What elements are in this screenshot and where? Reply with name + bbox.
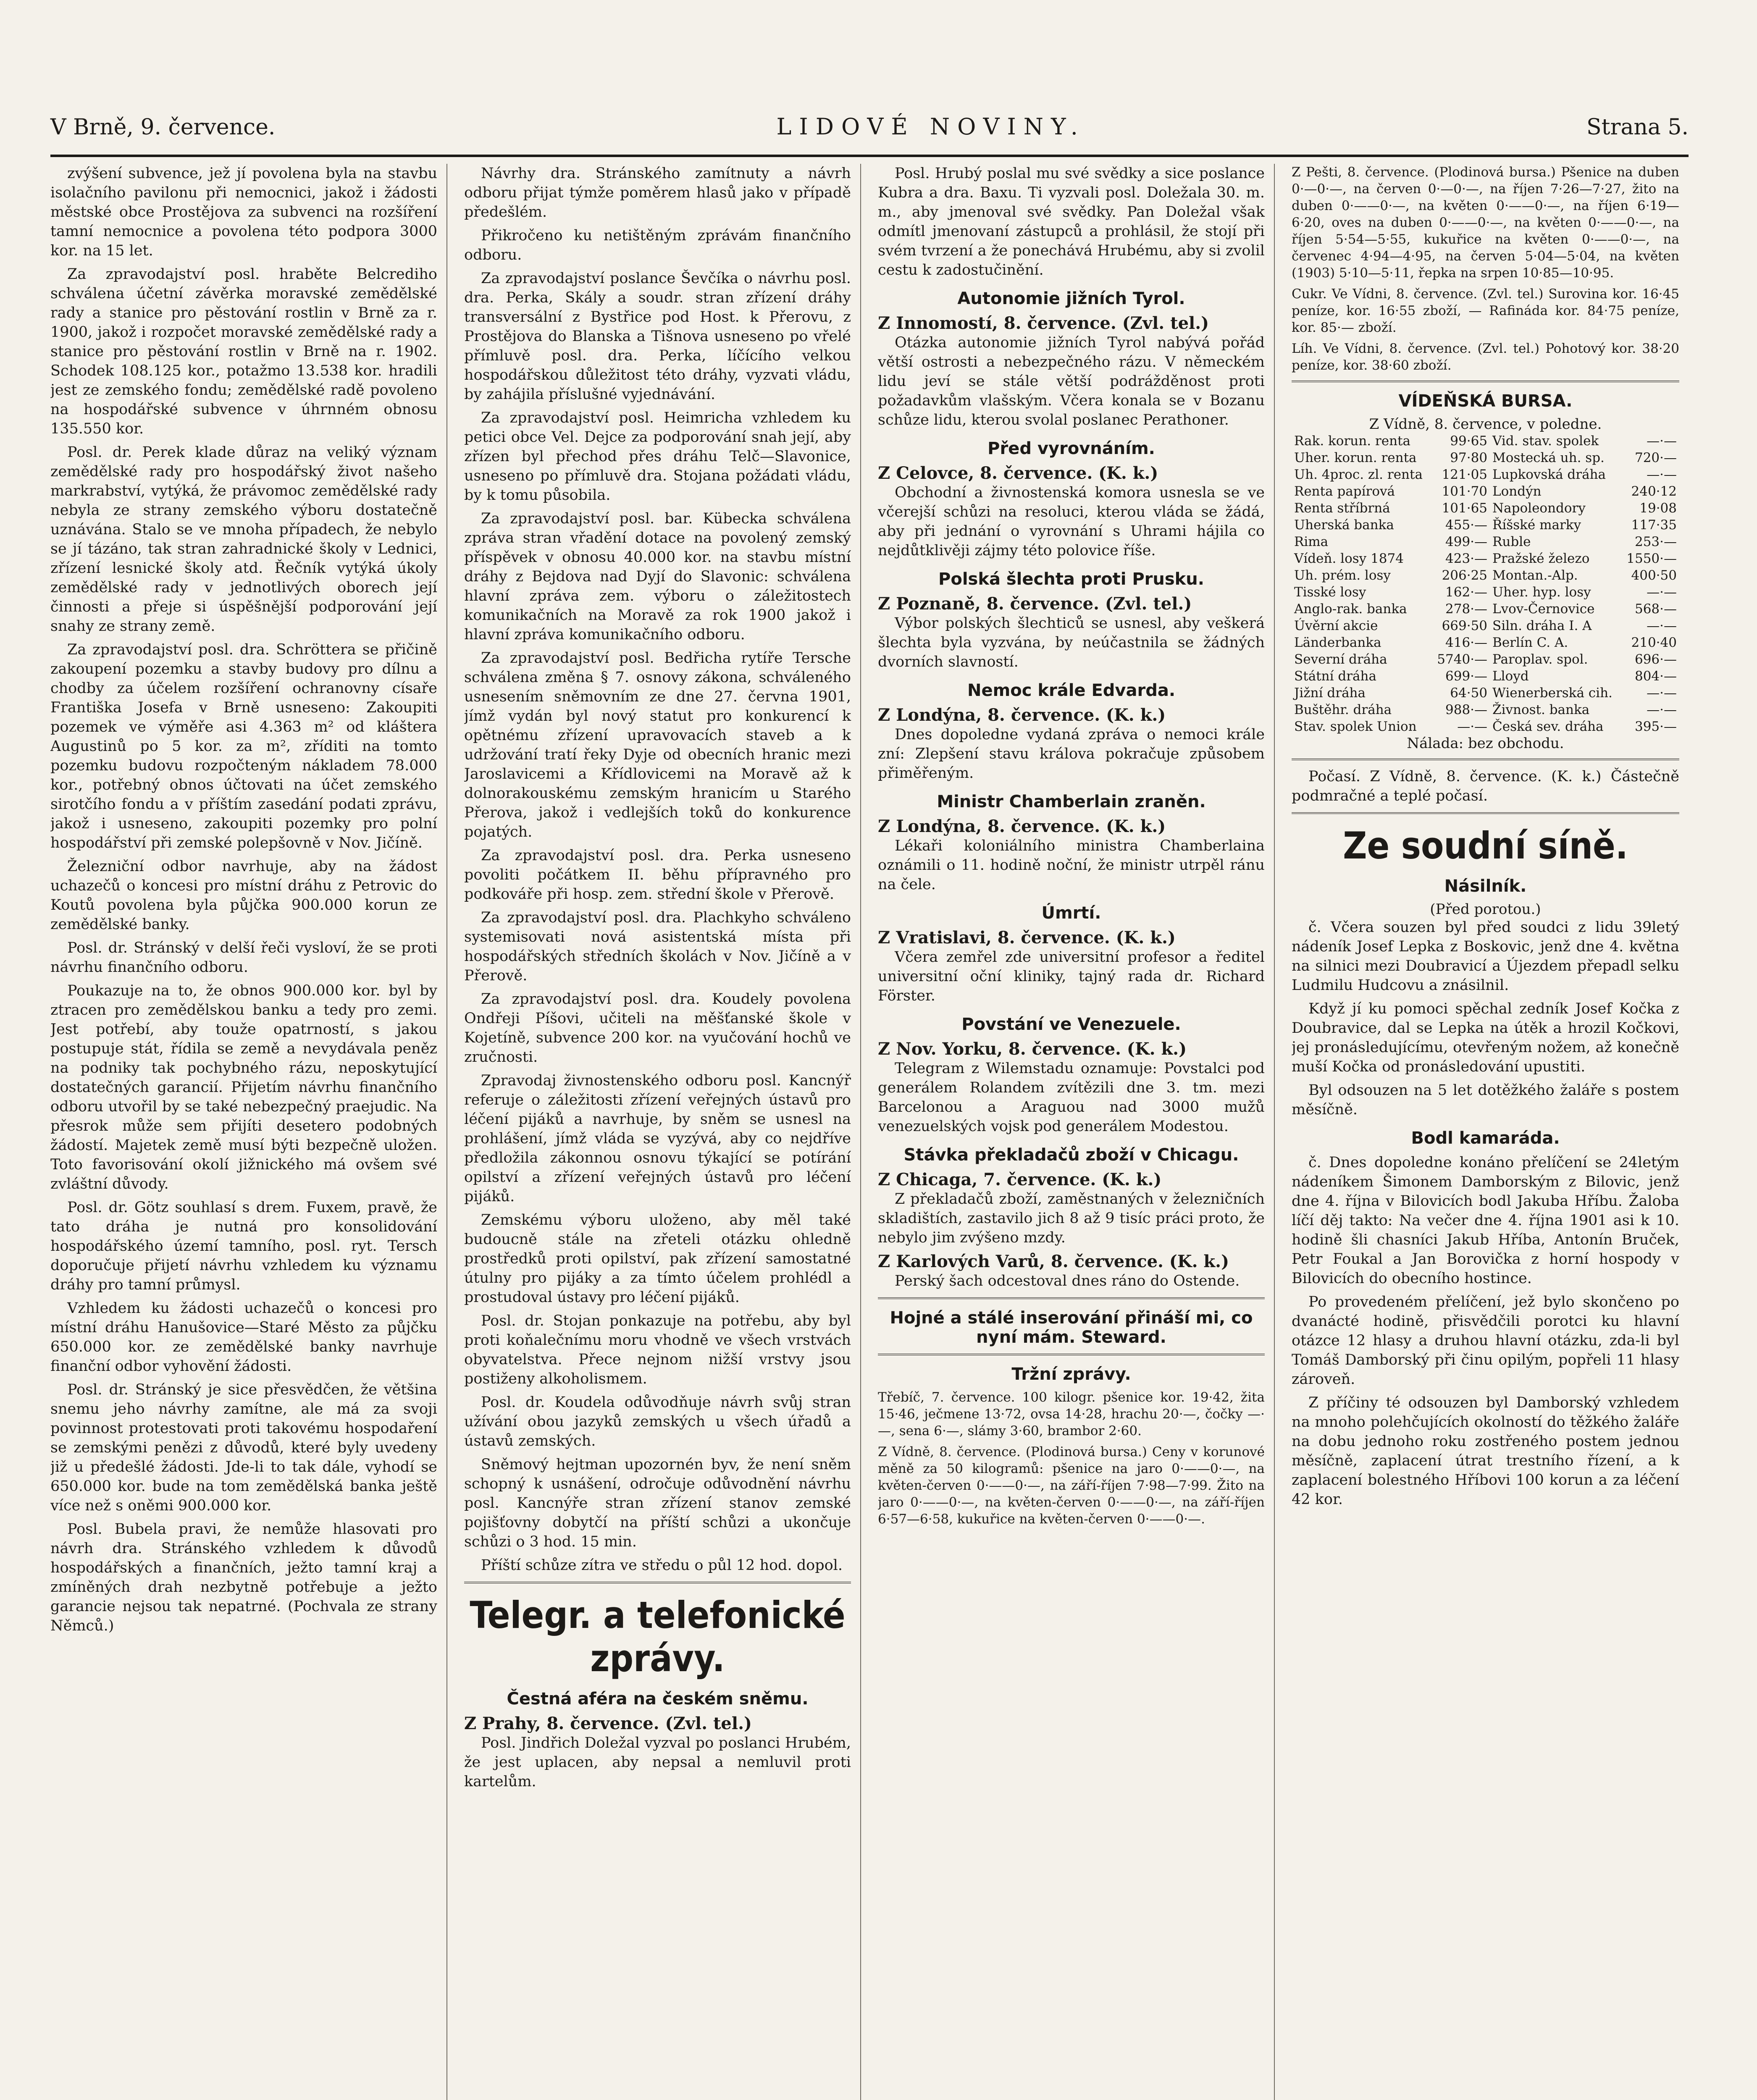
bourse-row — [1292, 500, 1679, 517]
article-paragraph: Když jí ku pomoci spěchal zedník Josef Kočka z Doubravice, dal se Lepka na útěk a hrozil Kočkovi, jej pronásledujícímu, otevřeným nožem, až konečně muší Kočka od pronásledování upustiti. — [1292, 1000, 1679, 1075]
article-paragraph: Perský šach odcestoval dnes ráno do Ostende. — [895, 1273, 1240, 1289]
bourse-value: 455·— — [1445, 517, 1488, 533]
bourse-name: Živnost. banka — [1492, 702, 1590, 717]
bourse-name: Uh. prém. losy — [1294, 568, 1391, 583]
dateline: Z Innomostí, 8. července. (Zvl. tel.) — [878, 313, 1209, 333]
bourse-name: Uher. korun. renta — [1294, 450, 1417, 465]
columns — [50, 164, 1689, 2100]
article-headline: Nemoc krále Edvarda. — [967, 681, 1176, 700]
bourse-row — [1292, 517, 1679, 533]
bourse-value: 720·— — [1634, 450, 1677, 465]
bourse-value: 5740·— — [1437, 652, 1488, 667]
article-paragraph: Telegram z Wilemstadu oznamuje: Povstalci pod generálem Rolandem zvítězili dne 3. tm. mezi Barcelonou a Araguou nad 3000 mužů venezuelských vojsk pod generálem Modestou. — [878, 1060, 1265, 1135]
bourse-value: 568·— — [1634, 601, 1677, 617]
article-paragraph: Za zpravodajství posl. dra. Koudely povolena Ondřeji Píšovi, učiteli na měšťanské škole v Kojetíně, subvence 200 kor. na vyučování hochů ve zručnosti. — [464, 991, 851, 1066]
article-headline: Polská šlechta proti Prusku. — [938, 570, 1204, 589]
bourse-row — [1292, 550, 1679, 567]
bourse-value: —·— — [1647, 433, 1677, 449]
article-paragraph: Byl odsouzen na 5 let dotěžkého žaláře s postem měsíčně. — [1292, 1082, 1679, 1118]
bourse-value: 400·50 — [1631, 568, 1677, 583]
dateline: Z Nov. Yorku, 8. července. (K. k.) — [878, 1039, 1187, 1059]
bourse-name: Mostecká uh. sp. — [1492, 450, 1605, 465]
bourse-row — [1292, 584, 1679, 601]
bourse-name: Lvov-Černovice — [1492, 601, 1595, 617]
bourse-name: Renta stříbrná — [1294, 501, 1390, 516]
article-paragraph: Za zpravodajství posl. dra. Perka usneseno povoliti počátkem II. běhu přípravného pro podkováře při hosp. zem. střední škole v Přerově. — [464, 847, 851, 903]
article-paragraph: Z překladačů zboží, zaměstnaných v železničních skladištích, zastavilo jich 8 až 9 tisíc práci proto, že nebylo jim zvýšeno mzdy. — [878, 1191, 1265, 1246]
bourse-value: —·— — [1647, 618, 1677, 633]
article-paragraph: Železniční odbor navrhuje, aby na žádost uchazečů o koncesi pro místní dráhu z Petrovic do Koutů povolena byla půjčka 900.000 korun ze zemědělské banky. — [50, 858, 437, 933]
article-headline: Čestná aféra na českém sněmu. — [507, 1689, 809, 1709]
bourse-row — [1292, 685, 1679, 701]
bourse-name: Vid. stav. spolek — [1492, 433, 1599, 449]
article-paragraph: Z příčiny té odsouzen byl Damborský vzhledem na mnoho polehčujících okolností do těžkého žaláře na dobu jednoho roku zostřeného postem jednou měsíčně, zaplacení útrat trestního řízení, a k zaplacení bolestného Hříbovi 100 korun a za léčení 42 kor. — [1292, 1394, 1679, 1508]
article-paragraph: Vzhledem ku žádosti uchazečů o koncesi pro místní dráhu Hanušovice—Staré Město za půjčku 650.000 kor. ze zemědělské banky navrhuje finanční odbor vyhovění žádosti. — [50, 1300, 437, 1375]
dateline: Z Poznaně, 8. července. (Zvl. tel.) — [878, 594, 1192, 614]
article-headline: Ministr Chamberlain zraněn. — [937, 792, 1206, 811]
article-paragraph: Posl. dr. Stránský je sice přesvědčen, že většina snemu jeho návrhy zamítne, ale má za svoji povinnost protestovati proti takovému hospodaření se zemskými penězi z důvodů, které byly uvedeny již u předešlé žádosti. Jde-li to tak dále, vyhodí se 650.000 kor. bude na tom zemědělská banka ještě více než s oněmi 900.000 kor. — [50, 1381, 437, 1514]
bourse-value: —·— — [1647, 702, 1677, 717]
bourse-row — [1292, 701, 1679, 718]
column-1 — [50, 164, 447, 2100]
bourse-value: 117·35 — [1631, 517, 1677, 533]
bourse-table — [1292, 433, 1679, 735]
bourse-subtitle: Z Vídně, 8. července, v poledne. — [1369, 416, 1602, 433]
article-paragraph: Poukazuje na to, že obnos 900.000 kor. byl by ztracen pro zemědělskou banku a tedy pro zemi. Jest potřebí, aby touže opatrností, s jakou postupuje stát, řídila se země a nevydávala peněz na podniky tak pochybného rázu, neposkytující dostatečných garancií. Přijetím návrhu finančního odboru utvořil by se také nebezpečný praejudic. Na přesrok může sem přijíti desetero podobných žádostí. Majetek země musí býti bezpečně uložen. Toto favorisování okolí jižnického má ovšem své zvláštní důvody. — [50, 982, 437, 1192]
market-report: Cukr. Ve Vídni, 8. července. (Zvl. tel.) Surovina kor. 16·45 peníze, kor. 16·55 zboží, — Rafináda kor. 84·75 peníze, kor. 85·— zboží. — [1292, 286, 1679, 335]
article-paragraph: Za zpravodajství posl. Bedřicha rytíře Tersche schválena změna § 7. osnovy zákona, schváleného usnesením sněmovním ze dne 27. června 1901, jímž vydán byl nový statut pro konkurencí k opětnému zřízení upravovacích staveb a k udržování tratí řeky Dyje od obecních hranic mezi Jaroslavicemi a Křídlovicemi na Moravě až k dolnorakouskému zemským hranicím u Starého Přerova, jakož i vedlejších toků do konkurence pojatých. — [464, 650, 851, 840]
bourse-value: 696·— — [1634, 652, 1677, 667]
bourse-name: Wienerberská cih. — [1492, 685, 1613, 701]
article-headline: Násilník. — [1444, 877, 1527, 896]
bourse-value: 240·12 — [1631, 484, 1677, 499]
dateline: Z Prahy, 8. července. (Zvl. tel.) — [464, 1714, 752, 1733]
article-paragraph: Sněmový hejtman upozornén byv, že není sněm schopný k usnášení, odročuje odůvodnění návrhu posl. Kancnýře stran zřízení stanov zemské pojišťovny dobytčí na příští schůzi a ukončuje schůzi o 3 hod. 15 min. — [464, 1456, 851, 1550]
article-headline: Úmrtí. — [1041, 903, 1101, 923]
article-headline: Před vyrovnáním. — [987, 439, 1155, 458]
bourse-value: 101·70 — [1442, 484, 1488, 499]
article-paragraph: Posl. Jindřich Doležal vyzval po poslanci Hrubém, že jest uplacen, aby nepsal a nemluvil proti kartelům. — [464, 1735, 851, 1790]
bourse-name: Česká sev. dráha — [1492, 719, 1604, 734]
dateline: Z Karlových Varů, 8. července. (K. k.) — [878, 1252, 1229, 1271]
article-headline: Povstání ve Venezuele. — [961, 1015, 1181, 1034]
bourse-name: Berlín C. A. — [1492, 635, 1568, 650]
bourse-row — [1292, 651, 1679, 668]
bourse-row — [1292, 433, 1679, 449]
bourse-row — [1292, 634, 1679, 651]
article-paragraph: Lékaři koloniálního ministra Chamberlaina oznámili o 11. hodině noční, že ministr utrpěl ránu na čele. — [878, 837, 1265, 893]
bourse-value: 101·65 — [1442, 501, 1488, 516]
bourse-name: Rak. korun. renta — [1294, 433, 1411, 449]
bourse-name: Buštěhr. dráha — [1294, 702, 1392, 717]
bourse-value: 395·— — [1634, 719, 1677, 734]
section-divider — [1292, 812, 1679, 814]
article-subnote: (Před porotou.) — [1430, 901, 1541, 918]
bourse-row — [1292, 449, 1679, 466]
section-divider — [878, 1354, 1265, 1355]
bourse-name: Londýn — [1492, 484, 1542, 499]
bourse-value: 416·— — [1445, 635, 1488, 650]
bourse-name: Uher. hyp. losy — [1492, 585, 1591, 600]
article-paragraph: Příští schůze zítra ve středu o půl 12 hod. dopol. — [481, 1557, 843, 1574]
section-divider — [1292, 381, 1679, 382]
bourse-value: 699·— — [1445, 669, 1488, 684]
bourse-name: Rima — [1294, 534, 1329, 549]
article-paragraph: Posl. dr. Koudela odůvodňuje návrh svůj stran užívání obou jazyků zemských u všech úřadů a ústavů zemských. — [464, 1394, 851, 1449]
bourse-name: Montan.-Alp. — [1492, 568, 1578, 583]
market-report: Z Vídně, 8. července. (Plodinová bursa.) Ceny v korunové měně za 50 kilogramů: pšenice na jaro 0·——0·—, na květen-červen 0·——0·—, na září-říjen 7·98—7·99. Žito na jaro 0·——0·—, na květen-červen 0·——0·—, na září-říjen 6·57—6·58, kukuřice na květen-červen 0·——0·—. — [878, 1444, 1265, 1527]
bourse-name: Úvěrní akcie — [1294, 618, 1378, 633]
article-headline: Autonomie jižních Tyrol. — [957, 289, 1185, 308]
market-report: Líh. Ve Vídni, 8. července. (Zvl. tel.) Pohotový kor. 38·20 peníze, kor. 38·60 zboží. — [1292, 341, 1679, 373]
bourse-value: 121·05 — [1442, 467, 1488, 482]
bourse-name: Uh. 4proc. zl. renta — [1294, 467, 1423, 482]
bourse-value: 253·— — [1634, 534, 1677, 549]
bourse-name: Renta papírová — [1294, 484, 1395, 499]
article-paragraph: Za zpravodajství posl. hraběte Belcrediho schválena účetní závěrka moravské zemědělské rady a stanice pro pěstování rostlin v Brně za r. 1900, jakož i rozpočet moravské zemědělské rady a stanice pro pěstování rostlin v Brně na r. 1902. Schodek 108.125 kor., potažmo 13.538 kor. hradili jest ze zemského fondu; zemědělské radě povoleno na hospodářské subvence v úhrnném obnosu 135.550 kor. — [50, 266, 437, 437]
article-paragraph: Obchodní a živnostenská komora usnesla se ve včerejší schůzi na resoluci, kterou vláda se žádá, aby při jednání o vyrovnání s Uhrami hájila co nejdůtklivěji zájmy této polovice říše. — [878, 484, 1265, 559]
bourse-row — [1292, 718, 1679, 735]
article-headline: Stávka překladačů zboží v Chicagu. — [903, 1145, 1239, 1165]
bourse-title: VÍDEŇSKÁ BURSA. — [1398, 391, 1573, 411]
bourse-value: 210·40 — [1631, 635, 1677, 650]
bourse-name: Říšské marky — [1492, 517, 1581, 533]
article-paragraph: Dnes dopoledne vydaná zpráva o nemoci krále zní: Zlepšení stavu králova pokračuje způsobem přiměřeným. — [878, 726, 1265, 782]
bourse-row — [1292, 533, 1679, 550]
market-report: Třebíč, 7. července. 100 kilogr. pšenice kor. 19·42, žita 15·46, ječmene 13·72, ovsa 14·28, hrachu 20·—, čočky —·—, sena 6·—, slámy 3·60, brambor 2·60. — [878, 1390, 1265, 1438]
section-divider — [1292, 759, 1679, 760]
article-paragraph: Za zpravodajství poslance Ševčíka o návrhu posl. dra. Perka, Skály a soudr. stran zřízení dráhy transversální z Bystřice pod Host. k Přerovu, z Prostějova do Blanska a Tišnova usneseno po vřelé přímluvě posl. dra. Perka, líčícího velkou hospodářskou důležitost této dráhy, vyzvati vládu, by zahájila příslušné vyjednávání. — [464, 270, 851, 403]
bourse-row — [1292, 668, 1679, 685]
bourse-note: Nálada: bez obchodu. — [1407, 735, 1564, 752]
newspaper-title: LIDOVÉ NOVINY. — [776, 113, 1085, 140]
article-paragraph: Otázka autonomie jižních Tyrol nabývá pořád větší ostrosti a nebezpečného rázu. V německém lidu jeví se stále větší podrážděnost proti požadavkům vlašským. Včera konala se v Bozanu schůze lidu, kterou svolal poslanec Perathoner. — [878, 334, 1265, 428]
article-paragraph: č. Dnes dopoledne konáno přelíčení se 24letým nádeníkem Šimonem Damborským z Bilovic, jenž dne 4. října v Bilovicích bodl Jakuba Hříbu. Žaloba líčí děj takto: Na večer dne 4. října 1901 asi k 10. hodině šli chasníci Jakub Hříba, Antonín Bruček, Petr Foukal a Jan Borovička z horní hospody v Bilovicích do obecního hostince. — [1292, 1154, 1679, 1287]
article-paragraph: Posl. dr. Stojan ponkazuje na potřebu, aby byl proti koňalečnímu moru vhodně ve všech vrstvách obyvatelstva. Přece nejnom nižší vrstvy jsou postiženy alkoholismem. — [464, 1312, 851, 1387]
article-paragraph: Za zpravodajství posl. Heimricha vzhledem ku petici obce Vel. Dejce za podporování snah její, aby zřízen byl přechod přes dráhu Telč—Slavonice, usneseno po přímluvě dra. Stojana požádati vládu, by k tomu působila. — [464, 410, 851, 504]
article-paragraph: Posl. dr. Götz souhlasí s drem. Fuxem, pravě, že tato dráha je nutná pro konsolidování hospodářského území tamního, posl. ryt. Tersch doporučuje přijetí návrhu vzhledem ku významu dráhy pro tamní průmysl. — [50, 1199, 437, 1293]
article-paragraph: Za zpravodajství posl. dra. Plachkyho schváleno systemisovati nová asistentská místa při hospodářských středních školách v Nov. Jičíně a v Přerově. — [464, 909, 851, 984]
bourse-row — [1292, 617, 1679, 634]
dateline: Z Vratislavi, 8. července. (K. k.) — [878, 928, 1176, 948]
bourse-name: Uherská banka — [1294, 517, 1394, 533]
column-3 — [878, 164, 1275, 2100]
bourse-value: —·— — [1647, 685, 1677, 701]
section-title: Ze soudní síně. — [1343, 824, 1628, 867]
bourse-name: Lloyd — [1492, 669, 1529, 684]
page-number: Strana 5. — [1586, 115, 1689, 140]
bourse-name: Jižní dráha — [1294, 685, 1366, 701]
article-paragraph: Včera zemřel zde universitní profesor a ředitel universitní oční kliniky, tajný rada dr. Richard Förster. — [878, 949, 1265, 1004]
article-paragraph: č. Včera souzen byl před soudci z lidu 39letý nádeník Josef Lepka z Boskovic, jenž dne 4. května na silnici mezi Doubravicí a Újezdem přepadl selku Ludmilu Hudcovu a znásilnil. — [1292, 919, 1679, 994]
column-4 — [1292, 164, 1689, 2100]
bourse-value: 97·80 — [1450, 450, 1488, 465]
dateline: Z Londýna, 8. července. (K. k.) — [878, 705, 1166, 725]
bourse-value: 499·— — [1445, 534, 1488, 549]
bourse-name: Vídeň. losy 1874 — [1294, 551, 1404, 566]
dateline: Z Celovce, 8. července. (K. k.) — [878, 463, 1158, 483]
article-paragraph: Přikročeno ku netištěným zprávám finančního odboru. — [464, 227, 851, 263]
bourse-value: 423·— — [1445, 551, 1488, 566]
bourse-name: Anglo-rak. banka — [1294, 601, 1407, 617]
article-paragraph: Po provedeném přelíčení, jež bylo skončeno po dvanácté hodině, přisvědčili porotci ku hlavní otázce 12 hlasy a druhou hlavní otázku, zda-li byl Tomáš Damborský při činu opilým, popřeli 11 hlasy zároveň. — [1292, 1294, 1679, 1388]
bourse-name: Severní dráha — [1294, 652, 1387, 667]
column-2 — [464, 164, 861, 2100]
bourse-name: Státní dráha — [1294, 669, 1376, 684]
bourse-value: 1550·— — [1626, 551, 1677, 566]
bourse-value: 804·— — [1634, 669, 1677, 684]
article-paragraph: Posl. dr. Perek klade důraz na veliký význam zemědělské rady pro hospodářský život našeho markrabství, vytýká, že právomoc zemědělské rady nebyla ze strany zemského výboru dostatečně uznávána. Stalo se ve mnoha případech, že nebylo se jí tázáno, tak stran zahradnické školy v Lednici, zřízení lesnické školy atd. Řečník vytýká úkoly zemědělské rady v jednotlivých oborech její činnosti a přeje si úspěšnější podporování její snahy ze strany země. — [50, 444, 437, 635]
market-report: Z Pešti, 8. července. (Plodinová bursa.) Pšenice na duben 0·—0·—, na červen 0·—0·—, na říjen 7·26—7·27, žito na duben 0·——0·—, na květen 0·——0·—, na říjen 6·19—6·20, oves na duben 0·——0·—, na květen 0·——0·—, na říjen 5·54—5·55, kukuřice na květen 0·——0·—, na červenec 4·94—4·95, na červen 5·04—5·04, na květen (1903) 5·10—5·11, řepka na srpen 10·85—10·95. — [1292, 165, 1679, 281]
advertisement: Hojné a stálé inserování přináší mi, co nyní mám. Steward. — [890, 1308, 1253, 1347]
bourse-value: 988·— — [1445, 702, 1488, 717]
bourse-row — [1292, 567, 1679, 584]
bourse-value: —·— — [1457, 719, 1488, 734]
bourse-name: Napoleondory — [1492, 501, 1586, 516]
masthead — [50, 113, 1689, 157]
bourse-value: 99·65 — [1450, 433, 1488, 449]
bourse-name: Stav. spolek Union — [1294, 719, 1417, 734]
bourse-row — [1292, 483, 1679, 500]
bourse-name: Siln. dráha I. A — [1492, 618, 1592, 633]
bourse-value: —·— — [1647, 467, 1677, 482]
bourse-value: 64·50 — [1450, 685, 1488, 701]
issue-date: V Brně, 9. července. — [50, 115, 276, 140]
article-paragraph: Zpravodaj živnostenského odboru posl. Kancnýř referuje o záležitosti zřízení veřejných ústavů pro léčení pijáků a navrhuje, by sněm se usnesl na prohlášení, jímž vláda se vyzývá, aby co nejdříve předložila zákonnou osnovu týkající se potírání opilství a zřízení veřejných ústavů pro léčení pijáků. — [464, 1072, 851, 1205]
bourse-value: 162·— — [1445, 585, 1488, 600]
market-title: Tržní zprávy. — [1011, 1365, 1131, 1384]
section-divider — [878, 1297, 1265, 1299]
article-paragraph: Návrhy dra. Stránského zamítnuty a návrh odboru přijat týmže poměrem hlasů jako v případě předešlém. — [464, 165, 851, 220]
bourse-name: Tisské losy — [1294, 585, 1366, 600]
dateline: Z Londýna, 8. července. (K. k.) — [878, 816, 1166, 836]
bourse-value: 278·— — [1445, 601, 1488, 617]
article-paragraph: Posl. dr. Stránský v delší řeči vysloví, že se proti návrhu finančního odboru. — [50, 940, 437, 976]
article-paragraph: Posl. Hrubý poslal mu své svědky a sice poslance Kubra a dra. Baxu. Ti vyzvali posl. Doležala 30. m. m., aby jmenoval své svědky. Pan Doležal však odmítl jmenovaní zástupců a prohlásil, že stojí při svém tvrzení a že ponechává Hrubému, aby si zvolil cestu k zadostučinění. — [878, 165, 1265, 278]
article-paragraph: Za zpravodajství posl. bar. Kübecka schválena zpráva stran vřadění dotace na povolený zemský příspěvek v obnosu 40.000 kor. na stavbu místní dráhy z Bejdova nad Dyjí do Slavonic: schválena hlavní zpráva zem. výboru o záležitostech komunikačních na Moravě za rok 1900 jakož i hlavní zpráva komunikačního odboru. — [464, 510, 851, 643]
article-paragraph: Za zpravodajství posl. dra. Schröttera se přičině zakoupení pozemku a stavby budovy pro dílnu a chodby za účelem rozšíření ochranovny císaře Františka Josefa v Brně usneseno: Zakoupiti pozemek ve výměře asi 4.363 m² od kláštera Augustinů po 5 kor. za m², zříditi na tomto pozemku budovu rozpočteným nákladem 78.000 kor., potřebný obnos účtovati na účet zemského sirotčího fondu a v příštím zasedání podati zprávu, jakož i usneseno, zakoupiti pozemky pro polní hospodářství při zemské polepšovně v Nov. Jičíně. — [50, 641, 437, 851]
bourse-name: Lupkovská dráha — [1492, 467, 1606, 482]
weather-report: Počasí. Z Vídně, 8. července. (K. k.) Částečně podmračné a teplé počasí. — [1292, 768, 1679, 804]
bourse-name: Pražské železo — [1492, 551, 1590, 566]
article-paragraph: Zemskému výboru uloženo, aby měl také budoucně stále na zřeteli otázku ohledně prostředků proti opilství, pak zřízení samostatné útulny pro pijáky a za tímto účelem prohlédl a prostudoval ústavy pro léčení pijáků. — [464, 1212, 851, 1306]
bourse-value: 669·50 — [1442, 618, 1488, 633]
bourse-value: 19·08 — [1639, 501, 1677, 516]
article-headline: Bodl kamaráda. — [1411, 1129, 1560, 1148]
bourse-row — [1292, 466, 1679, 483]
bourse-row — [1292, 601, 1679, 617]
bourse-name: Ruble — [1492, 534, 1531, 549]
bourse-value: 206·25 — [1442, 568, 1488, 583]
bourse-name: Paroplav. spol. — [1492, 652, 1588, 667]
bourse-value: —·— — [1647, 585, 1677, 600]
article-paragraph: zvýšení subvence, jež jí povolena byla na stavbu isolačního pavilonu při nemocnici, jakož i žádosti městské obce Prostějova za subvenci na rozšíření tamní nemocnice a povolena této podpora 3000 kor. na 15 let. — [50, 165, 437, 259]
article-paragraph: Výbor polských šlechticů se usnesl, aby veškerá šlechta byla vyzvána, by neúčastnila se žádných dvorních slavností. — [878, 615, 1265, 670]
section-divider — [464, 1582, 851, 1583]
bourse-name: Länderbanka — [1294, 635, 1381, 650]
dateline: Z Chicaga, 7. července. (K. k.) — [878, 1170, 1162, 1189]
article-paragraph: Posl. Bubela pravi, že nemůže hlasovati pro návrh dra. Stránského vzhledem k důvodů hospodářských a finančních, ježto tamní kraj a zmíněných drah nezbytně potřebuje a ježto garancie nejsou tak nepatrné. (Pochvala ze strany Němců.) — [50, 1521, 437, 1634]
section-title: Telegr. a telefonické zprávy. — [470, 1593, 846, 1680]
